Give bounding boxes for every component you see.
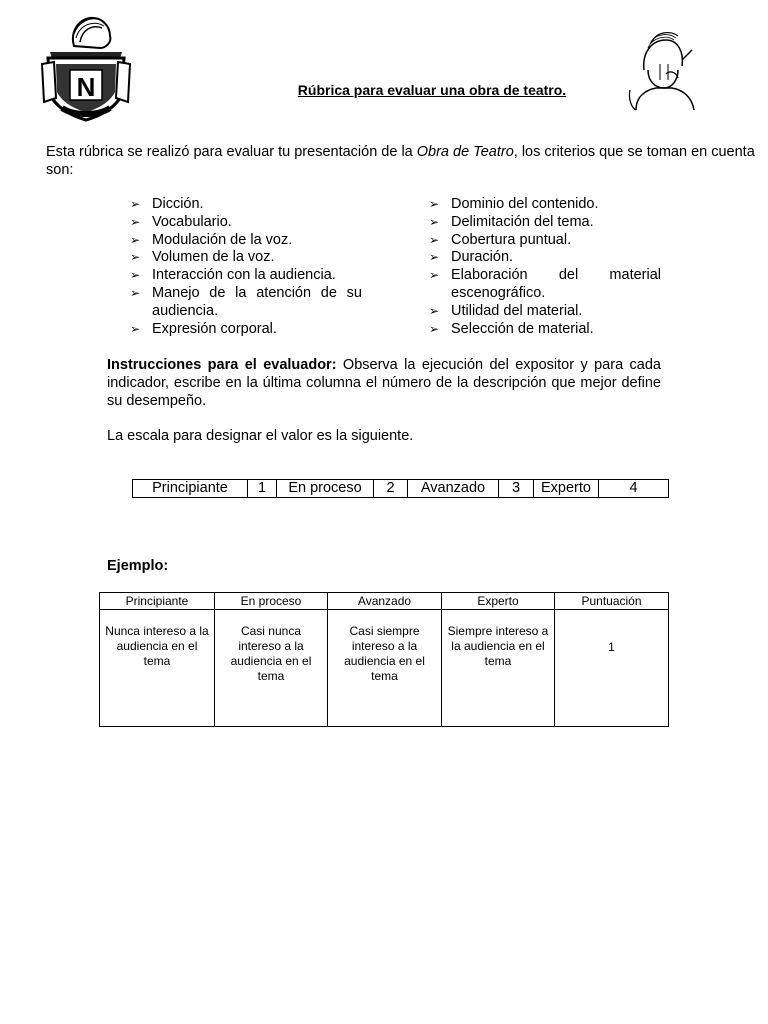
left-logo-letter: N — [76, 72, 96, 102]
criterion-label: Elaboración del material escenográfico. — [451, 267, 661, 301]
arrowhead-bullet-icon: ➢ — [429, 268, 440, 283]
criteria-list-right — [429, 196, 661, 338]
arrowhead-bullet-icon: ➢ — [429, 303, 440, 318]
scale-label-cell: En proceso — [277, 480, 374, 498]
warrior-helmet-icon — [622, 30, 700, 112]
criterion-label: Interacción con la audiencia. — [152, 267, 336, 284]
criterion-label: Utilidad del material. — [451, 302, 583, 319]
scale-value-cell: 4 — [599, 480, 669, 498]
table-row — [100, 610, 669, 727]
criterion-label: Duración. — [451, 249, 514, 266]
criterion-item — [130, 321, 362, 339]
criteria-list-left — [130, 196, 362, 338]
arrowhead-bullet-icon: ➢ — [429, 197, 440, 211]
criterion-item — [130, 214, 362, 232]
intro-paragraph — [46, 143, 756, 179]
scale-label-cell: Principiante — [133, 480, 248, 498]
table-cell: Nunca intereso a la audiencia en el tema — [100, 610, 215, 727]
scale-value-cell: 1 — [248, 480, 277, 498]
school-crest-icon — [40, 12, 132, 124]
intro-text-before: Esta rúbrica se realizó para evaluar tu presentación de la — [46, 144, 417, 160]
arrowhead-bullet-icon: ➢ — [130, 268, 141, 283]
scale-value-cell: 2 — [374, 480, 408, 498]
column-header: Experto — [442, 593, 555, 610]
criterion-item — [429, 267, 661, 303]
scale-label-cell: Avanzado — [408, 480, 499, 498]
criterion-item — [130, 232, 362, 250]
criterion-label: Vocabulario. — [152, 213, 232, 230]
criterion-label: Expresión corporal. — [152, 320, 277, 337]
criterion-label: Selección de material. — [451, 320, 594, 337]
instructions-label: Instrucciones para el evaluador: — [107, 357, 337, 373]
criterion-item — [130, 196, 362, 214]
criterion-label: Dominio del contenido. — [451, 196, 599, 212]
scale-label-cell: Experto — [534, 480, 599, 498]
example-table — [99, 592, 669, 727]
column-header: Avanzado — [328, 593, 442, 610]
arrowhead-bullet-icon: ➢ — [429, 214, 440, 229]
arrowhead-bullet-icon: ➢ — [429, 232, 440, 247]
table-row — [133, 480, 669, 498]
criterion-item — [130, 267, 362, 285]
criterion-item — [429, 196, 661, 214]
criterion-label: Modulación de la voz. — [152, 231, 293, 248]
scale-table — [132, 479, 669, 498]
table-cell: Casi nunca intereso a la audiencia en el tema — [215, 610, 328, 727]
criterion-item — [429, 249, 661, 267]
arrowhead-bullet-icon: ➢ — [130, 197, 141, 211]
evaluator-instructions — [107, 356, 661, 410]
table-cell: Casi siempre intereso a la audiencia en el tema — [328, 610, 442, 727]
column-header: En proceso — [215, 593, 328, 610]
page-title: Rúbrica para evaluar una obra de teatro. — [297, 82, 567, 98]
arrowhead-bullet-icon: ➢ — [130, 285, 141, 300]
criterion-item — [429, 232, 661, 250]
criterion-label: Volumen de la voz. — [152, 249, 275, 266]
criterion-item — [429, 321, 661, 339]
intro-text-after: , los criterios que se toman en cuenta son: — [46, 144, 755, 178]
criterion-label: Cobertura puntual. — [451, 231, 572, 248]
criterion-label: Dicción. — [152, 196, 204, 212]
arrowhead-bullet-icon: ➢ — [429, 321, 440, 336]
column-header: Puntuación — [555, 593, 669, 610]
scale-value-cell: 3 — [499, 480, 534, 498]
criterion-item — [429, 214, 661, 232]
example-heading: Ejemplo: — [107, 558, 169, 574]
arrowhead-bullet-icon: ➢ — [130, 321, 141, 336]
arrowhead-bullet-icon: ➢ — [130, 214, 141, 229]
intro-emphasis: Obra de Teatro — [416, 144, 514, 160]
column-header: Principiante — [100, 593, 215, 610]
scale-intro: La escala para designar el valor es la siguiente. — [107, 428, 414, 444]
criterion-label: Manejo de la atención de su audiencia. — [152, 284, 362, 319]
arrowhead-bullet-icon: ➢ — [429, 250, 440, 265]
table-header-row — [100, 593, 669, 610]
criterion-item — [130, 249, 362, 267]
criterion-item — [130, 285, 362, 321]
arrowhead-bullet-icon: ➢ — [130, 232, 141, 247]
instructions-text: Observa la ejecución del expositor y para cada indicador, escribe en la última columna el número de la descripción que mejor define su desempeño. — [107, 357, 661, 409]
score-cell: 1 — [555, 610, 669, 727]
criterion-label: Delimitación del tema. — [451, 213, 594, 230]
arrowhead-bullet-icon: ➢ — [130, 250, 141, 265]
criterion-item — [429, 303, 661, 321]
table-cell: Siempre intereso a la audiencia en el tema — [442, 610, 555, 727]
